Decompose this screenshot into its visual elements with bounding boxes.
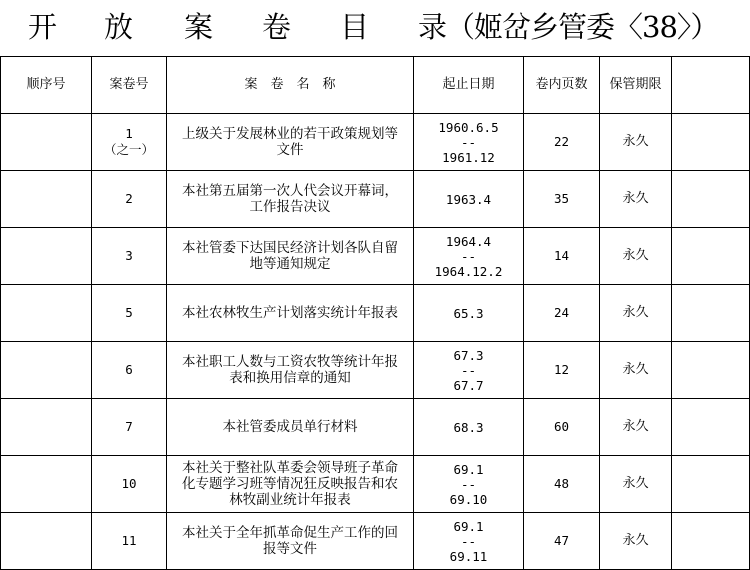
cell-name bbox=[167, 513, 414, 570]
cell-extra bbox=[672, 171, 750, 228]
cell-volume bbox=[92, 171, 167, 228]
cell-seq bbox=[1, 228, 92, 285]
cell-dates-line: -- bbox=[460, 476, 477, 492]
cell-dates bbox=[414, 456, 524, 513]
col-header-volume: 案卷号 bbox=[92, 57, 167, 114]
title-rest: 录（姬岔乡管委〈38〉） bbox=[418, 10, 719, 44]
cell-pages: 60 bbox=[524, 399, 600, 456]
cell-name bbox=[167, 456, 414, 513]
cell-term: 永久 bbox=[600, 513, 672, 570]
cell-volume-line: 11 bbox=[121, 533, 137, 548]
col-header-seq: 顺序号 bbox=[1, 57, 92, 114]
cell-seq bbox=[1, 114, 92, 171]
cell-dates-line: 69.1 bbox=[453, 518, 484, 534]
cell-term: 永久 bbox=[600, 114, 672, 171]
cell-dates-line: -- bbox=[460, 362, 477, 378]
cell-volume bbox=[92, 285, 167, 342]
cell-name bbox=[167, 228, 414, 285]
col-header-dates: 起止日期 bbox=[414, 57, 524, 114]
cell-dates-line: 1964.4 bbox=[445, 233, 492, 249]
cell-term: 永久 bbox=[600, 399, 672, 456]
cell-name-line: 本社第五届第一次人代会议开幕词， bbox=[182, 183, 398, 199]
cell-dates bbox=[414, 399, 524, 456]
cell-volume bbox=[92, 228, 167, 285]
cell-pages: 35 bbox=[524, 171, 600, 228]
cell-volume-line: 7 bbox=[125, 419, 133, 434]
table-row bbox=[1, 171, 750, 228]
cell-pages: 48 bbox=[524, 456, 600, 513]
title-char-5: 目 bbox=[340, 10, 370, 44]
cell-seq bbox=[1, 399, 92, 456]
archive-table bbox=[0, 56, 750, 570]
cell-dates-line: 69.1 bbox=[453, 461, 484, 477]
cell-name-line: 地等通知规定 bbox=[249, 256, 331, 272]
cell-volume-line: （之一） bbox=[103, 142, 154, 157]
cell-name-line: 本社关于全年抓革命促生产工作的回 bbox=[182, 525, 398, 541]
cell-extra bbox=[672, 513, 750, 570]
cell-pages: 47 bbox=[524, 513, 600, 570]
cell-term: 永久 bbox=[600, 228, 672, 285]
cell-dates bbox=[414, 285, 524, 342]
cell-term: 永久 bbox=[600, 342, 672, 399]
cell-volume-line: 2 bbox=[125, 191, 133, 206]
cell-name bbox=[167, 285, 414, 342]
cell-volume-line: 10 bbox=[121, 476, 137, 491]
cell-name-line: 表和换用信章的通知 bbox=[229, 370, 351, 386]
cell-name-line: 林牧副业统计年报表 bbox=[229, 492, 351, 508]
cell-volume-line: 6 bbox=[125, 362, 133, 377]
col-header-name: 案 卷 名 称 bbox=[167, 57, 414, 114]
cell-dates-line: -- bbox=[460, 533, 477, 549]
table-row bbox=[1, 513, 750, 570]
cell-extra bbox=[672, 285, 750, 342]
cell-dates-line: 1964.12.2 bbox=[434, 263, 503, 279]
cell-dates-line: 1961.12 bbox=[442, 149, 495, 165]
cell-dates-line: 68.3 bbox=[453, 419, 484, 435]
cell-extra bbox=[672, 399, 750, 456]
cell-dates bbox=[414, 513, 524, 570]
cell-pages: 22 bbox=[524, 114, 600, 171]
cell-name-line: 上级关于发展林业的若干政策规划等 bbox=[182, 126, 398, 142]
cell-dates bbox=[414, 114, 524, 171]
col-header-extra bbox=[672, 57, 750, 114]
cell-volume bbox=[92, 513, 167, 570]
table-row bbox=[1, 342, 750, 399]
cell-volume-line: 5 bbox=[125, 305, 133, 320]
cell-name bbox=[167, 114, 414, 171]
cell-dates-line: 67.7 bbox=[453, 377, 484, 393]
table-row bbox=[1, 399, 750, 456]
cell-name-line: 本社管委成员单行材料 bbox=[222, 419, 358, 435]
cell-name-line: 工作报告决议 bbox=[249, 199, 331, 215]
table-row bbox=[1, 456, 750, 513]
cell-dates-line: 1960.6.5 bbox=[438, 119, 499, 135]
cell-pages: 14 bbox=[524, 228, 600, 285]
cell-extra bbox=[672, 114, 750, 171]
cell-term: 永久 bbox=[600, 456, 672, 513]
cell-extra bbox=[672, 342, 750, 399]
cell-name bbox=[167, 171, 414, 228]
cell-name bbox=[167, 342, 414, 399]
cell-term: 永久 bbox=[600, 171, 672, 228]
cell-seq bbox=[1, 513, 92, 570]
title-char-2: 放 bbox=[104, 10, 134, 44]
cell-name-line: 本社农林牧生产计划落实统计年报表 bbox=[182, 305, 398, 321]
cell-dates-line: 69.10 bbox=[449, 491, 488, 507]
cell-extra bbox=[672, 456, 750, 513]
cell-volume-line: 1 bbox=[125, 126, 133, 141]
cell-name-line: 文件 bbox=[276, 142, 304, 158]
col-header-term: 保管期限 bbox=[600, 57, 672, 114]
header-row bbox=[1, 57, 750, 114]
table-row bbox=[1, 285, 750, 342]
cell-dates bbox=[414, 171, 524, 228]
cell-pages: 12 bbox=[524, 342, 600, 399]
cell-volume bbox=[92, 456, 167, 513]
cell-volume bbox=[92, 342, 167, 399]
title-char-1: 开 bbox=[28, 10, 58, 44]
cell-seq bbox=[1, 171, 92, 228]
cell-dates-line: 1963.4 bbox=[445, 191, 492, 207]
cell-pages: 24 bbox=[524, 285, 600, 342]
table-row bbox=[1, 114, 750, 171]
cell-seq bbox=[1, 342, 92, 399]
cell-term: 永久 bbox=[600, 285, 672, 342]
cell-name bbox=[167, 399, 414, 456]
cell-dates-line: -- bbox=[460, 134, 477, 150]
cell-name-line: 本社管委下达国民经济计划各队自留 bbox=[182, 240, 398, 256]
cell-dates bbox=[414, 342, 524, 399]
table-row bbox=[1, 228, 750, 285]
cell-volume bbox=[92, 114, 167, 171]
cell-dates-line: 67.3 bbox=[453, 347, 484, 363]
col-header-pages: 卷内页数 bbox=[524, 57, 600, 114]
cell-name-line: 本社职工人数与工资农牧等统计年报 bbox=[182, 354, 398, 370]
cell-seq bbox=[1, 456, 92, 513]
cell-dates-line: 69.11 bbox=[449, 548, 488, 564]
table-body bbox=[1, 114, 750, 570]
cell-dates-line: -- bbox=[460, 248, 477, 264]
cell-extra bbox=[672, 228, 750, 285]
cell-seq bbox=[1, 285, 92, 342]
title-char-4: 卷 bbox=[262, 10, 292, 44]
cell-name-line: 本社关于整社队革委会领导班子革命 bbox=[182, 460, 398, 476]
page-title bbox=[0, 0, 750, 56]
cell-dates-line: 65.3 bbox=[453, 305, 484, 321]
cell-volume bbox=[92, 399, 167, 456]
cell-name-line: 报等文件 bbox=[263, 541, 317, 557]
cell-volume-line: 3 bbox=[125, 248, 133, 263]
cell-name-line: 化专题学习班等情况狂反映报告和农 bbox=[182, 476, 398, 492]
title-char-3: 案 bbox=[184, 10, 214, 44]
cell-dates bbox=[414, 228, 524, 285]
